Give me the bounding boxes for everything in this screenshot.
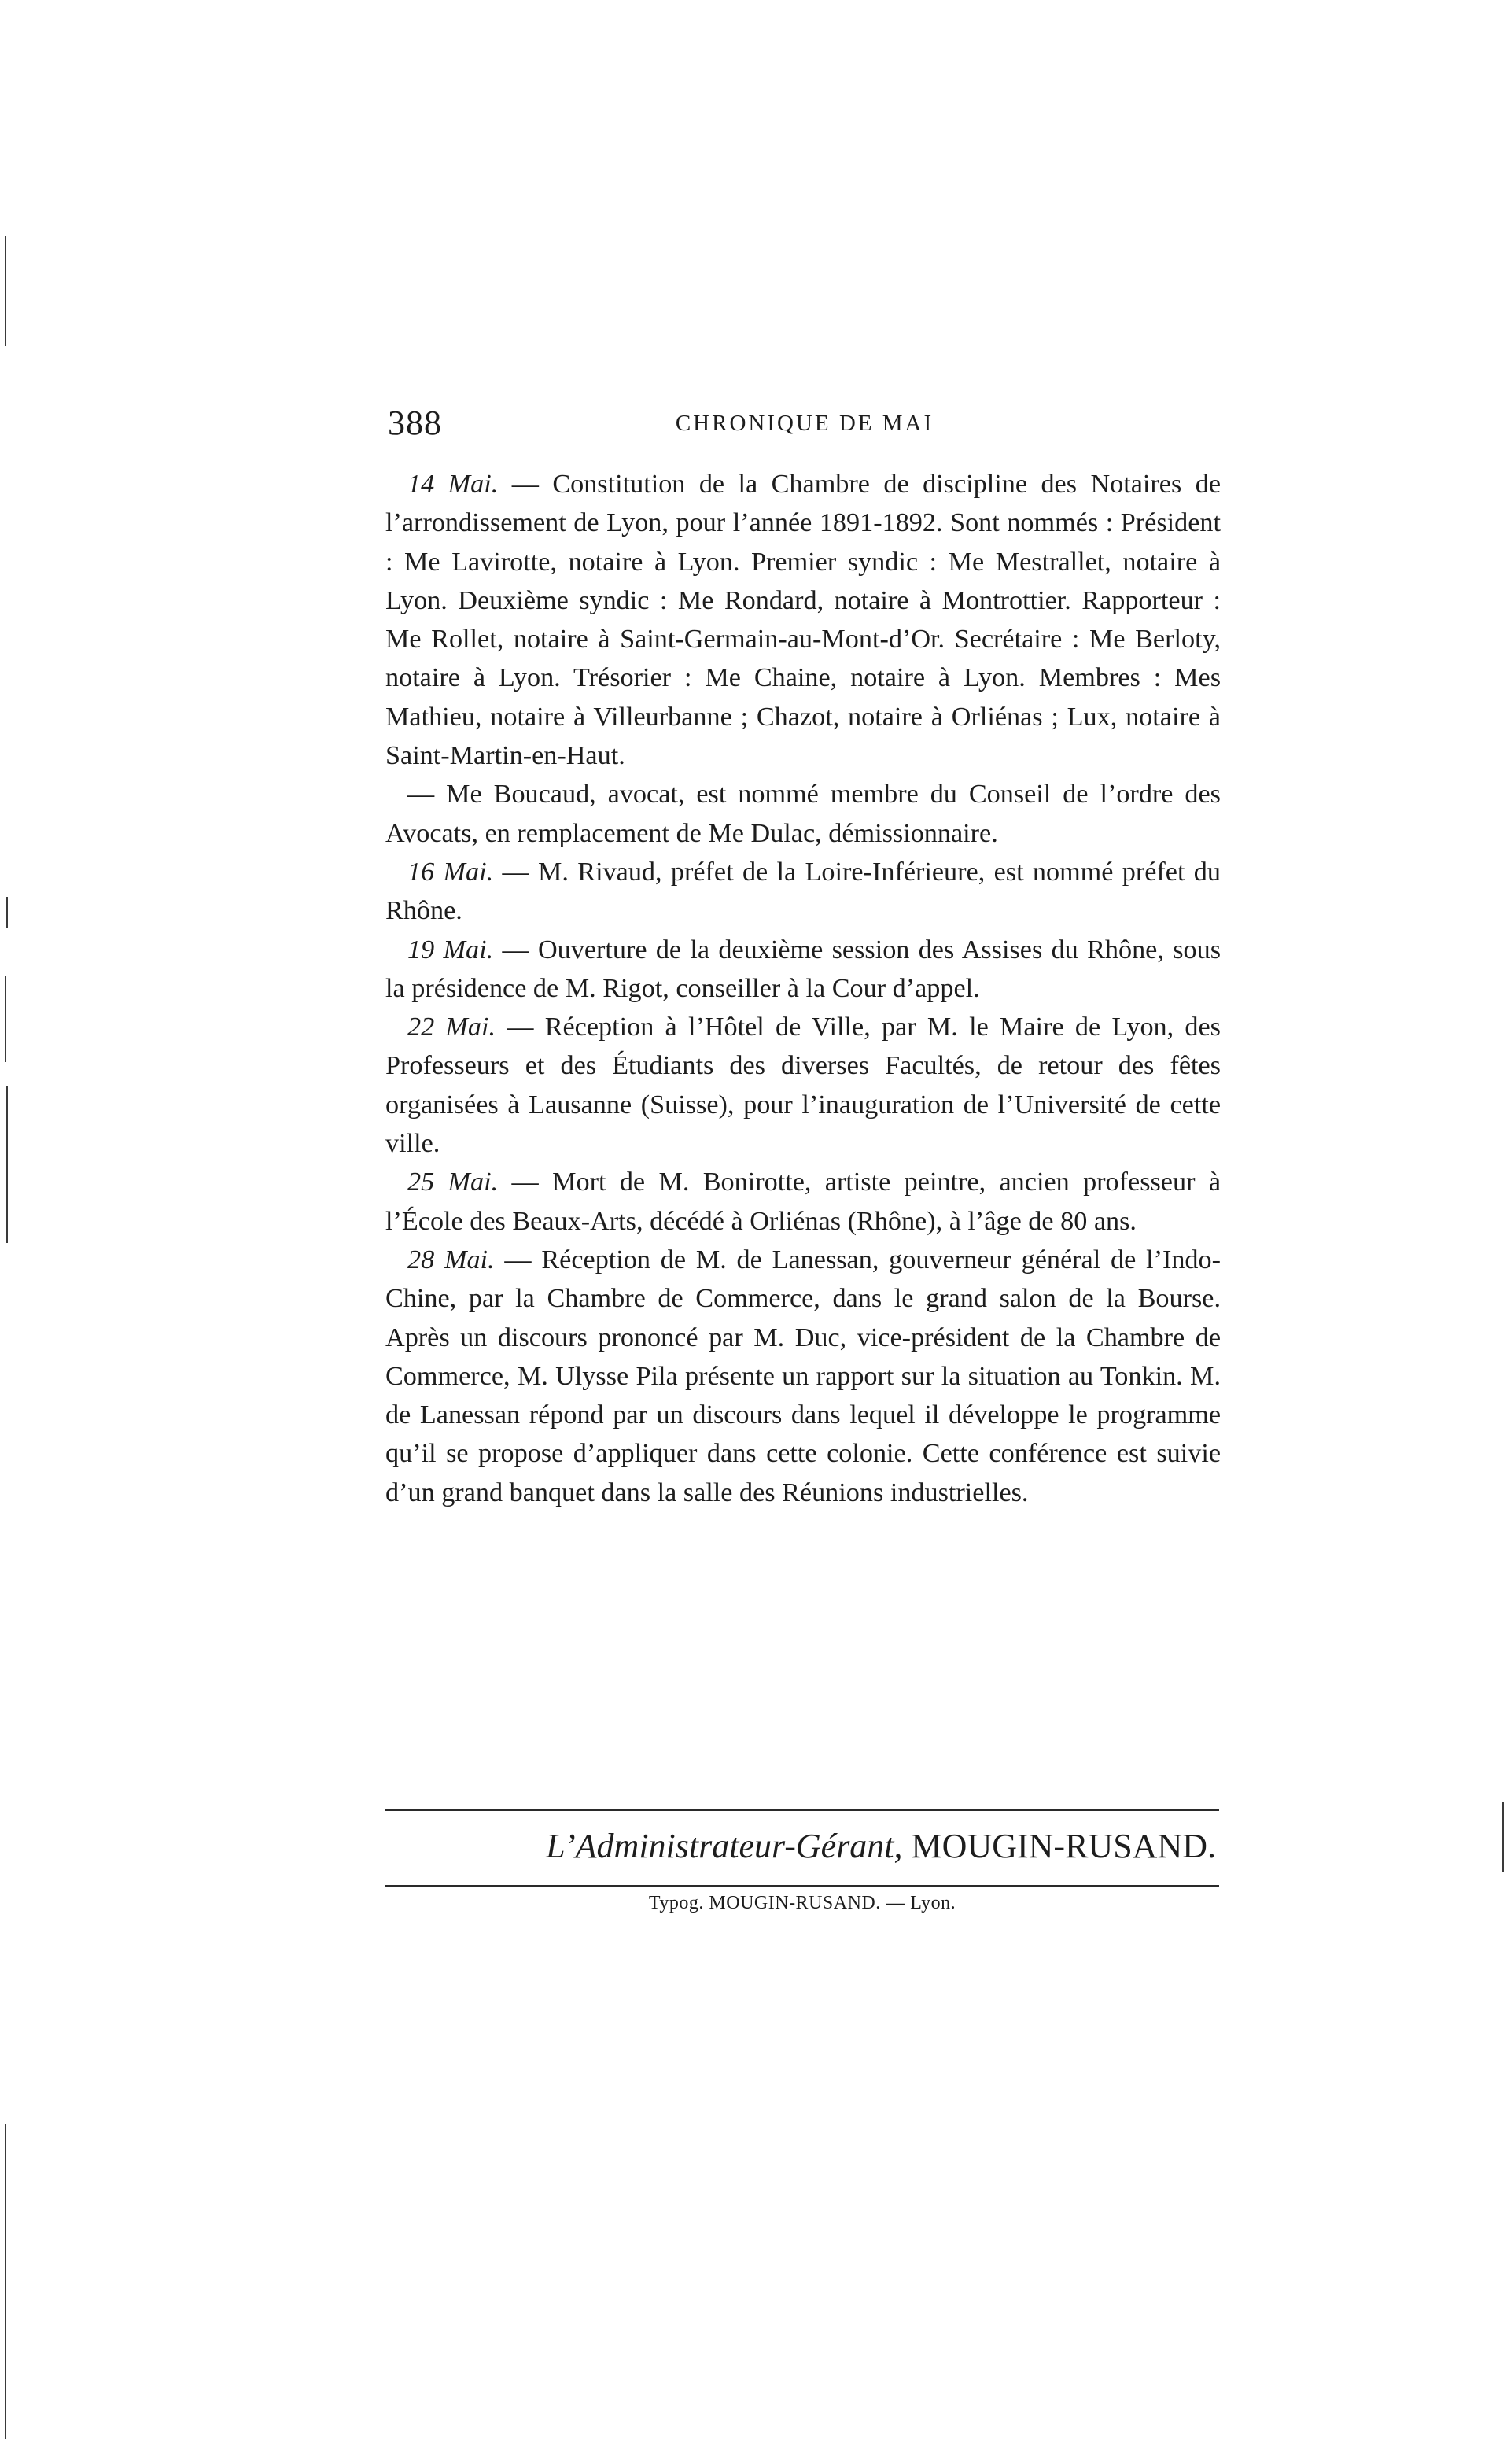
entry-paragraph xyxy=(385,931,1221,1009)
entry-date: 25 Mai. xyxy=(407,1167,499,1197)
entry-date: 14 Mai. xyxy=(407,470,499,499)
scan-margin-mark xyxy=(5,236,6,346)
entry-text: — Constitution de la Chambre de discipline des Notaires de l’arrondissement de Lyon, pour l’année 1891-1892. Sont nommés : Président : Me Lavirotte, notaire à Lyon. Premier syndic : Me Mestrallet, notaire à Lyon. Deuxième syndic : Me Rondard, notaire à Montrottier. Rapporteur : Me Rollet, notaire à Saint-Germain-au-Mont-d’Or. Secrétaire : Me Berloty, notaire à Lyon. Trésorier : Me Chaine, notaire à Lyon. Membres : Mes Mathieu, notaire à Villeurbanne ; Chazot, notaire à Orliénas ; Lux, notaire à Saint-Martin-en-Haut. xyxy=(385,470,1221,771)
scan-margin-mark xyxy=(6,897,8,928)
scan-margin-mark xyxy=(5,2124,6,2439)
entry-date: 16 Mai. xyxy=(407,857,494,887)
entry-text: — Réception de M. de Lanessan, gouverneur général de l’Indo-Chine, par la Chambre de Commerce, dans le grand salon de la Bourse. Après un discours prononcé par M. Duc, vice-président de la Chambre de Commerce, M. Ulysse Pila présente un rapport sur la situation au Tonkin. M. de Lanessan répond par un discours dans lequel il développe le programme qu’il se propose d’appliquer dans cette colonie. Cette conférence est suivie d’un grand banquet dans la salle des Réunions industrielles. xyxy=(385,1245,1221,1507)
signature-role: L’Administrateur-Gérant, xyxy=(546,1827,903,1865)
entry-date: 19 Mai. xyxy=(407,935,494,965)
page-header xyxy=(388,403,1221,450)
signature-name: MOUGIN-RUSAND. xyxy=(902,1827,1216,1865)
entry-paragraph xyxy=(385,1008,1221,1163)
scan-margin-mark xyxy=(5,976,6,1062)
entry-paragraph xyxy=(385,853,1221,931)
entry-date: 22 Mai. xyxy=(407,1013,496,1042)
entry-paragraph xyxy=(385,1163,1221,1241)
entry-text: — M. Rivaud, préfet de la Loire-Inférieure, est nommé préfet du Rhône. xyxy=(385,857,1221,926)
entry-text: — Me Boucaud, avocat, est nommé membre du Conseil de l’ordre des Avocats, en remplacement de Me Dulac, démissionnaire. xyxy=(385,780,1221,848)
entry-paragraph xyxy=(385,1241,1221,1512)
signature-line xyxy=(385,1823,1216,1870)
page-number: 388 xyxy=(388,404,442,442)
entry-text: — Réception à l’Hôtel de Ville, par M. le Maire de Lyon, des Professeurs et des Étudiants des diverses Facultés, de retour des fêtes organisées à Lausanne (Suisse), pour l’inauguration de l’Université de cette ville. xyxy=(385,1013,1221,1159)
signature-rule-bottom xyxy=(385,1885,1219,1887)
printer-imprint: Typog. MOUGIN-RUSAND. — Lyon. xyxy=(648,1893,956,1913)
entry-date: 28 Mai. xyxy=(407,1245,495,1274)
chronicle-body xyxy=(385,465,1221,1512)
running-title: CHRONIQUE DE MAI xyxy=(675,411,934,436)
entry-text: — Ouverture de la deuxième session des Assises du Rhône, sous la présidence de M. Rigot, conseiller à la Cour d’appel. xyxy=(385,935,1221,1003)
scan-margin-mark xyxy=(1502,1802,1504,1872)
signature-rule-top xyxy=(385,1809,1219,1811)
entry-paragraph xyxy=(385,465,1221,775)
entry-text: — Mort de M. Bonirotte, artiste peintre, ancien professeur à l’École des Beaux-Arts, décédé à Orliénas (Rhône), à l’âge de 80 ans. xyxy=(385,1167,1221,1236)
scan-margin-mark xyxy=(6,1086,8,1243)
entry-paragraph xyxy=(385,775,1221,853)
